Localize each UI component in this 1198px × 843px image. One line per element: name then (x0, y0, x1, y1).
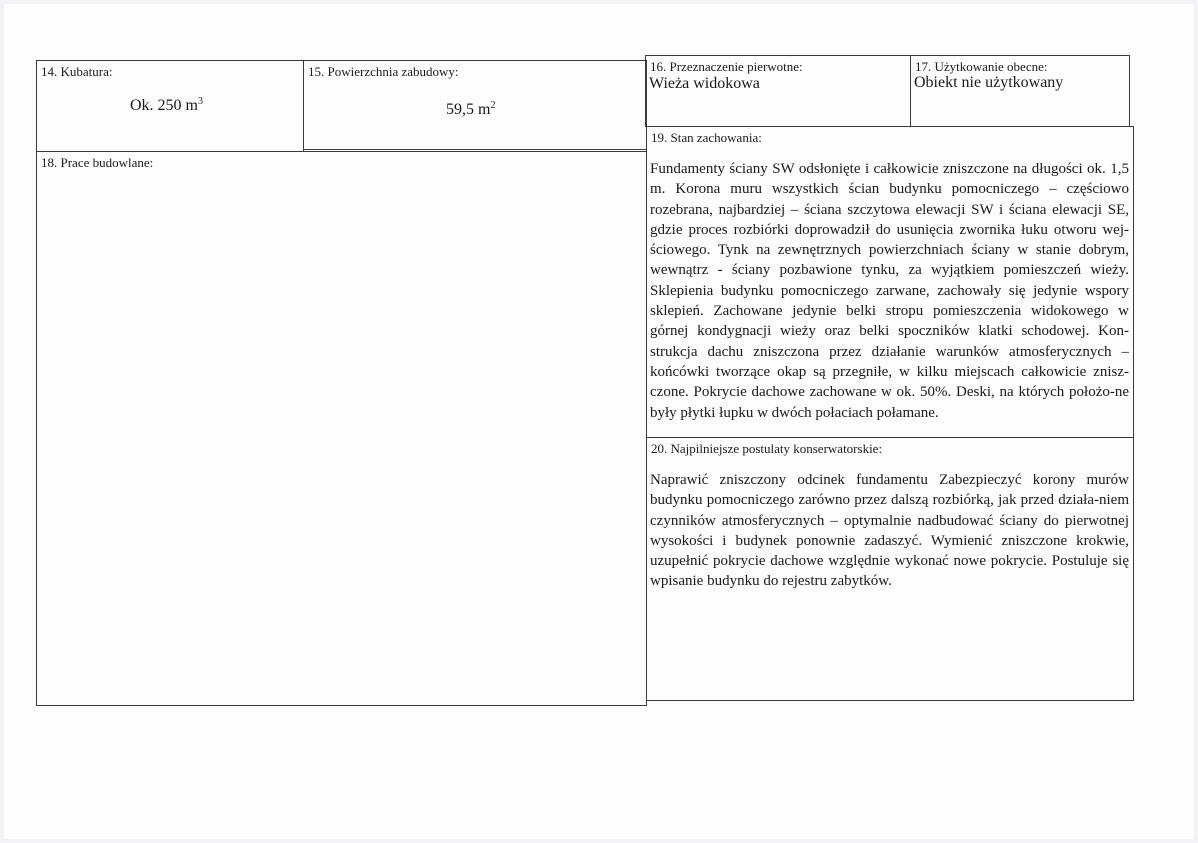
field-prace-budowlane (36, 151, 647, 706)
powierzchnia-value: 59,5 $m^2$ (446, 100, 496, 118)
stan-label: 19. Stan zachowania: (651, 130, 762, 145)
stan-text: Fundamenty ściany SW odsłonięte i całkowicie zniszczone na długości ok. 1,5 m. Korona muru wszystkich ścian budynku pomocniczego – częściowo rozebrana, najbardziej – ściana szczytowa elewacji SW i ściana elewacji SE, gdzie proces rozbiórki doprowadził do usunięcia zwornika łuku otworu wej-ściowego. Tynk na zewnętrznych powierzchniach ściany w stanie dobrym, wewnątrz - ściany pozbawione tynku, za wyjątkiem pomieszczeń wieży. Sklepienia budynku pomocniczego zarwane, zachowały się jedynie wspory sklepień. Zachowane jedynie belki stropu pomieszczenia widokowego w górnej kondygnacji wieży oraz belki spoczników klatki schodowej. Kon-strukcja dachu zniszczona przez działanie warunków atmosferycznych – końcówki tworzące okap są przegniłe, w kilku miejscach całkowicie znisz-czone. Pokrycie dachowe zachowane w ok. 50%. Deski, na których położo-ne były płytki łupku w dwóch połaciach połamane. (650, 161, 1129, 421)
przeznaczenie-value: Wieża widokowa (649, 75, 760, 92)
postulaty-label: 20. Najpilniejsze postulaty konserwatorskie: (651, 441, 883, 456)
field-powierzchnia (303, 60, 647, 150)
prace-label: 18. Prace budowlane: (41, 155, 154, 170)
uzytkowanie-label: 17. Użytkowanie obecne: (915, 59, 1048, 74)
field-przeznaczenie (645, 55, 911, 127)
przeznaczenie-label: 16. Przeznaczenie pierwotne: (650, 59, 803, 74)
uzytkowanie-value: Obiekt nie użytkowany (914, 74, 1064, 91)
powierzchnia-label: 15. Powierzchnia zabudowy: (308, 64, 459, 79)
postulaty-text: Naprawić zniszczony odcinek fundamentu Zabezpieczyć korony murów budynku pomocniczego zarówno przez dalszą rozbiórką, jak przed działa-niem czynników atmosferycznych – optymalnie nadbudować ściany do pierwotnej wysokości i budynek ponownie zadaszyć. Wymienić zniszczone krokwie, uzupełnić pokrycie dachowe względnie wykonać nowe pokrycie. Postuluje się wpisanie budynku do rejestru zabytków. (650, 472, 1129, 590)
kubatura-label: 14. Kubatura: (41, 64, 113, 79)
kubatura-value: Ok. 250 $m^3$ (130, 96, 203, 114)
field-kubatura (36, 60, 304, 152)
powierzchnia-unit-exponent: 2 (490, 100, 496, 111)
kubatura-unit-exponent: 3 (198, 96, 203, 107)
field-stan-zachowania (646, 126, 1134, 438)
field-uzytkowanie (910, 55, 1130, 127)
field-postulaty (646, 437, 1134, 701)
